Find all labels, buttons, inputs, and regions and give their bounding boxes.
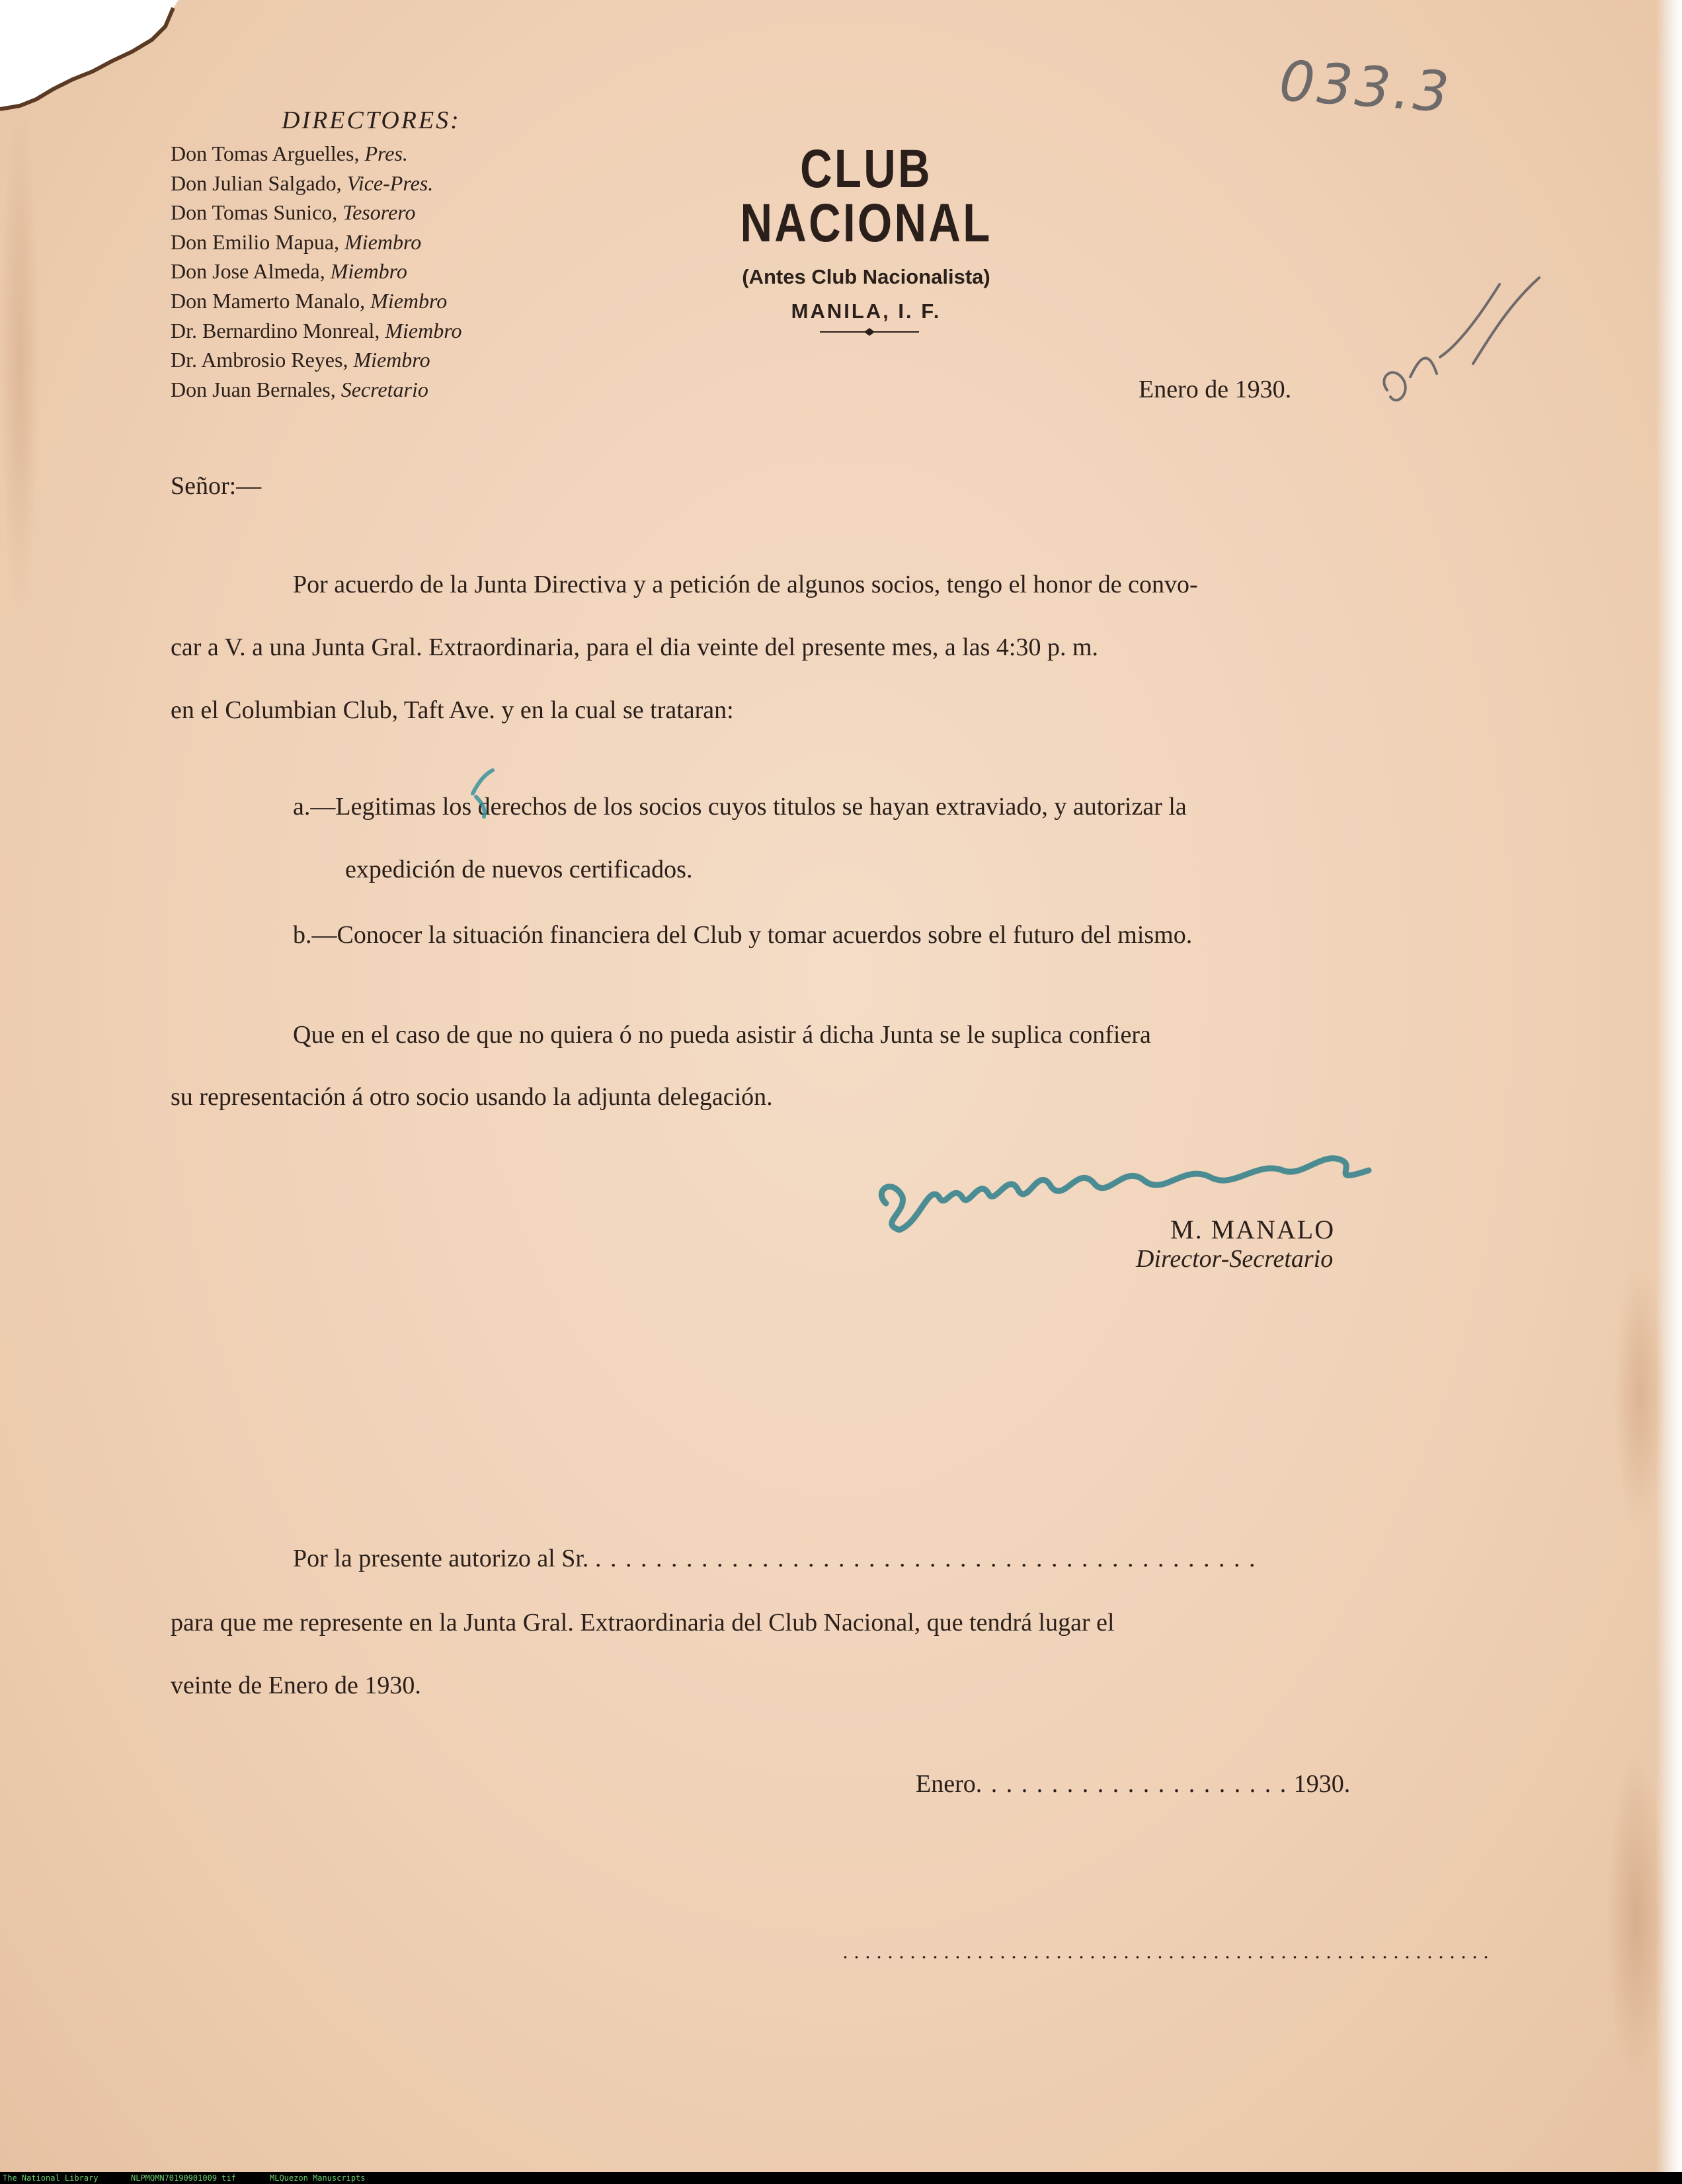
- proxy-line-3: veinte de Enero de 1930.: [171, 1672, 421, 1699]
- agenda-item-a-cont: expedición de nuevos certificados.: [345, 856, 693, 883]
- ornament-divider-icon: [820, 327, 919, 337]
- torn-corner: [0, 0, 179, 112]
- director-name: Dr. Ambrosio Reyes,: [171, 348, 348, 372]
- director-role: Secretario: [340, 377, 428, 401]
- body-line: Por acuerdo de la Junta Directiva y a petición de algunos socios, tengo el honor de convo-: [293, 571, 1198, 598]
- director-role: Vice-Pres.: [346, 171, 434, 195]
- proxy-text: Por la presente autorizo al Sr.: [293, 1545, 589, 1572]
- director-row: [171, 198, 461, 227]
- director-row: [171, 227, 461, 257]
- agenda-item-a: a.—Legitimas los derechos de los socios cuyos titulos se hayan extraviado, y autorizar la: [293, 793, 1187, 821]
- body-line: Que en el caso de que no quiera ó no pueda asistir á dicha Junta se le suplica confiera: [293, 1021, 1151, 1049]
- director-name: Don Julian Salgado,: [171, 171, 342, 195]
- club-city: MANILA, I. F.: [791, 300, 941, 323]
- director-role: Tesorero: [342, 200, 416, 225]
- stain: [1613, 1256, 1666, 1534]
- director-role: Miembro: [344, 229, 422, 254]
- club-former-name: (Antes Club Nacionalista): [742, 265, 990, 288]
- directors-list: [171, 106, 461, 404]
- body-line: su representación á otro socio usando la adjunta delegación.: [171, 1083, 773, 1111]
- pencil-annotation: [1374, 264, 1572, 436]
- body-line: en el Columbian Club, Taft Ave. y en la cual se trataran:: [171, 696, 734, 724]
- archive-number: 033.3: [1277, 48, 1454, 125]
- director-name: Don Mamerto Manalo,: [171, 288, 366, 313]
- proxy-date-prefix: Enero: [916, 1770, 976, 1798]
- proxy-line-2: para que me represente en la Junta Gral. Extraordinaria del Club Nacional, que tendrá lugar el: [171, 1609, 1115, 1637]
- director-role: Miembro: [330, 259, 407, 284]
- proxy-date-line: [916, 1769, 1350, 1799]
- director-name: Don Jose Almeda,: [171, 259, 325, 284]
- director-row: [171, 345, 461, 375]
- letter-date: Enero de 1930.: [1139, 376, 1292, 403]
- stain: [0, 99, 40, 628]
- director-role: Pres.: [364, 142, 408, 165]
- director-name: Don Tomas Sunico,: [171, 200, 338, 225]
- directors-title: DIRECTORES:: [282, 106, 461, 134]
- proxy-date-field: . . . . . . . . . . . . . . . . . . . . .: [975, 1770, 1288, 1798]
- director-name: Don Emilio Mapua,: [171, 229, 340, 254]
- director-name: Don Juan Bernales,: [171, 377, 336, 401]
- agenda-item-b: b.—Conocer la situación financiera del Club y tomar acuerdos sobre el futuro del mismo.: [293, 921, 1193, 949]
- director-role: Miembro: [370, 288, 448, 313]
- director-row: [171, 257, 461, 286]
- signatory-name: M. MANALO: [1170, 1215, 1336, 1244]
- salutation: Señor:—: [171, 472, 262, 500]
- director-row: [171, 169, 461, 198]
- footer-library: The National Library: [3, 2173, 99, 2183]
- director-row: [171, 286, 461, 316]
- archive-footer: [0, 2172, 1682, 2184]
- director-name: Don Tomas Arguelles,: [171, 142, 360, 165]
- letterhead: [635, 139, 1098, 323]
- director-row: [171, 316, 461, 346]
- proxy-name-field: . . . . . . . . . . . . . . . . . . . . . . . . . . . . . . . . . . . . . . . . . . . .: [594, 1545, 1257, 1572]
- director-role: Miembro: [353, 348, 430, 372]
- proxy-line-1: [293, 1544, 1256, 1573]
- director-role: Miembro: [385, 318, 462, 343]
- signature-line: [840, 1956, 1494, 1959]
- director-row: [171, 139, 461, 169]
- director-name: Dr. Bernardino Monreal,: [171, 318, 380, 343]
- club-name: CLUB NACIONAL: [740, 139, 992, 253]
- proxy-date-year: 1930.: [1293, 1770, 1351, 1798]
- body-line: car a V. a una Junta Gral. Extraordinaria, para el dia veinte del presente mes, a las 4:30 p. m.: [171, 633, 1099, 661]
- stain: [1607, 1752, 1666, 2083]
- footer-file: NLPMQMN70190901009 tif: [131, 2173, 236, 2183]
- director-row: [171, 375, 461, 405]
- signatory-title: Director-Secretario: [1136, 1245, 1334, 1273]
- ink-mark: [463, 767, 502, 820]
- footer-collection: MLQuezon Manuscripts: [270, 2173, 366, 2183]
